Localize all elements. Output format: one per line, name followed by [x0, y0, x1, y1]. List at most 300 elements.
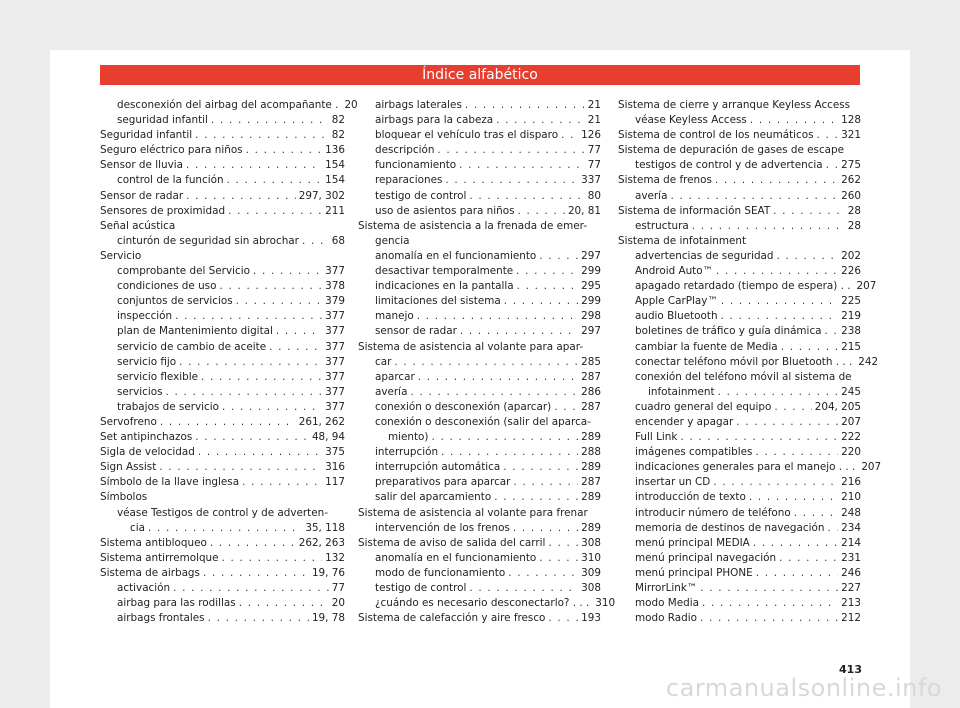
index-entry-page: 299: [581, 265, 601, 278]
index-entry-text: cuadro general del equipo: [635, 400, 772, 413]
index-entry-text: trabajos de servicio: [117, 400, 219, 413]
index-entry-text: indicaciones en la pantalla: [375, 280, 514, 293]
dot-leader: [203, 566, 309, 581]
index-entry: [618, 249, 861, 264]
dot-leader: [227, 173, 323, 188]
index-entry-page: 285: [581, 355, 601, 368]
index-entry-page: 222: [841, 431, 861, 444]
index-entry-text: encender y apagar: [635, 415, 734, 428]
index-entry-text: introducir número de teléfono: [635, 506, 791, 519]
dot-leader: [781, 340, 838, 355]
index-entry-text: Señal acústica: [100, 219, 176, 232]
index-entry: [358, 355, 601, 370]
index-entry-text: Sistema de asistencia a la frenada de emer-: [358, 219, 587, 232]
index-entry-text: salir del aparcamiento: [375, 491, 492, 504]
dot-leader: [548, 536, 578, 551]
index-entry-text: Servofreno: [100, 415, 157, 428]
dot-leader: [774, 400, 811, 415]
index-entry-page: 238: [841, 325, 861, 338]
index-entry-text: Símbolos: [100, 491, 148, 504]
dot-leader: [680, 430, 838, 445]
dot-leader: [494, 490, 578, 505]
index-entry-page: 297: [581, 325, 601, 338]
index-entry-page: 28: [847, 219, 861, 232]
index-entry: [358, 204, 601, 219]
dot-leader: [394, 355, 578, 370]
index-entry-page: 117: [325, 476, 345, 489]
index-entry-page: 126: [581, 129, 601, 142]
index-entry-text: reparaciones: [375, 174, 443, 187]
index-entry: [100, 400, 345, 415]
dot-leader: [222, 551, 323, 566]
index-entry: [358, 596, 616, 611]
index-entry-page: 154: [325, 159, 345, 172]
index-entry-page: 216: [841, 476, 861, 489]
index-entry: [618, 219, 861, 234]
index-entry: [100, 219, 345, 234]
index-entry-text: seguridad infantil: [117, 114, 208, 127]
dot-leader: [513, 475, 578, 490]
index-entry-text: Sistema de control de los neumáticos: [618, 129, 814, 142]
dot-leader: [195, 128, 329, 143]
index-entry-page: 207: [841, 415, 861, 428]
index-entry-text: plan de Mantenimiento digital: [117, 325, 273, 338]
dot-leader: [826, 158, 838, 173]
index-entry-page: 154: [325, 174, 345, 187]
dot-leader: [702, 596, 838, 611]
index-entry: [618, 173, 861, 188]
index-entry-text: indicaciones generales para el manejo . . .: [635, 461, 856, 474]
index-entry-page: 297, 302: [298, 189, 345, 202]
index-entry-text: menú principal PHONE: [635, 566, 753, 579]
index-entry: [100, 536, 345, 551]
index-entry: [100, 521, 345, 536]
index-entry-page: 19, 78: [311, 612, 345, 625]
index-entry-text: Servicio: [100, 249, 142, 262]
index-entry-text: miento): [388, 431, 429, 444]
dot-leader: [437, 143, 584, 158]
dot-leader: [721, 309, 839, 324]
index-entry-page: 289: [581, 491, 601, 504]
index-entry: [618, 460, 882, 475]
index-entry: [358, 506, 601, 521]
index-entry-text: conexión o desconexión (salir del aparca-: [375, 415, 591, 428]
index-entry: [618, 536, 861, 551]
index-entry-page: 231: [841, 551, 861, 564]
dot-leader: [692, 219, 845, 234]
index-entry: [618, 385, 861, 400]
index-entry-page: 21: [587, 99, 601, 111]
index-entry: [100, 460, 345, 475]
index-entry: [100, 415, 345, 430]
dot-leader: [794, 506, 838, 521]
index-entry: [618, 490, 861, 505]
index-entry-page: 309: [581, 566, 601, 579]
index-entry-page: 225: [841, 295, 861, 308]
index-entry-page: 287: [581, 370, 601, 383]
index-entry-page: 28: [847, 204, 861, 217]
index-entry: [358, 143, 601, 158]
index-entry-text: boletines de tráfico y guía dinámica: [635, 325, 822, 338]
index-entry-page: 261, 262: [298, 415, 345, 428]
index-entry: [618, 400, 861, 415]
section-header: Índice alfabético: [100, 65, 860, 85]
index-entry: [618, 340, 861, 355]
index-entry-text: Sigla de velocidad: [100, 446, 195, 459]
index-entry-text: funcionamiento: [375, 159, 457, 172]
index-entry-text: Apple CarPlay™: [635, 295, 718, 308]
index-entry: [100, 249, 345, 264]
dot-leader: [211, 113, 329, 128]
index-entry-text: memoria de destinos de navegación: [635, 521, 825, 534]
index-entry-page: 246: [841, 566, 861, 579]
dot-leader: [753, 536, 838, 551]
index-entry-page: 310: [595, 597, 616, 610]
dot-leader: [773, 204, 845, 219]
index-entry: [618, 355, 879, 370]
index-column-2: [358, 98, 616, 626]
index-entry-text: preparativos para aparcar: [375, 476, 511, 489]
index-entry-text: uso de asientos para niños: [375, 204, 515, 217]
index-entry-text: apagado retardado (tiempo de espera) . .: [635, 280, 851, 293]
dot-leader: [513, 521, 578, 536]
index-entry-page: 35, 118: [305, 521, 345, 534]
dot-leader: [201, 370, 322, 385]
index-entry-text: Sistema de cierre y arranque Keyless Access: [618, 99, 851, 111]
index-entry: [358, 173, 601, 188]
index-entry: [358, 490, 601, 505]
dot-leader: [460, 324, 578, 339]
index-entry-text: conexión o desconexión (aparcar): [375, 400, 552, 413]
index-entry-text: modo Media: [635, 597, 699, 610]
index-entry: [358, 158, 601, 173]
index-entry-page: 20, 81: [567, 204, 601, 217]
dot-leader: [173, 581, 329, 596]
dot-leader: [148, 521, 302, 536]
index-entry-text: advertencias de seguridad: [635, 249, 774, 262]
index-entry: [100, 445, 345, 460]
index-entry: [358, 581, 601, 596]
index-entry: [100, 189, 345, 204]
dot-leader: [417, 309, 578, 324]
index-entry-page: 289: [581, 461, 601, 474]
dot-leader: [779, 551, 838, 566]
index-entry: [358, 113, 601, 128]
index-entry: [618, 596, 861, 611]
index-entry-page: 136: [325, 144, 345, 157]
index-entry-text: desactivar temporalmente: [375, 265, 514, 278]
index-entry: [618, 264, 861, 279]
index-entry-page: 48, 94: [311, 431, 345, 444]
index-entry: [358, 385, 601, 400]
index-entry-page: 242: [858, 355, 879, 368]
index-entry-page: 234: [841, 521, 861, 534]
index-entry-text: activación: [117, 582, 171, 594]
index-entry-page: 226: [841, 265, 861, 278]
index-entry-page: 287: [581, 476, 601, 489]
index-entry-page: 379: [325, 295, 345, 308]
index-entry-text: imágenes compatibles: [635, 446, 753, 459]
dot-leader: [418, 370, 578, 385]
index-entry: [100, 128, 345, 143]
dot-leader: [210, 536, 296, 551]
index-entry-page: 132: [325, 551, 345, 564]
index-entry-text: Sistema de frenos: [618, 174, 712, 187]
index-entry-page: 80: [587, 189, 601, 202]
dot-leader: [159, 460, 322, 475]
dot-leader: [736, 415, 838, 430]
index-entry-text: Sistema de asistencia al volante para apar-: [358, 340, 584, 353]
index-entry: [618, 158, 861, 173]
dot-leader: [219, 279, 322, 294]
index-entry-text: Seguridad infantil: [100, 129, 193, 142]
index-entry-text: estructura: [635, 219, 689, 232]
dot-leader: [718, 385, 839, 400]
dot-leader: [236, 294, 323, 309]
dot-leader: [445, 173, 578, 188]
index-entry: [100, 430, 345, 445]
index-entry-page: 202: [841, 249, 861, 262]
index-entry-text: airbags frontales: [117, 612, 205, 625]
index-entry-page: 297: [581, 249, 601, 262]
index-entry: [358, 370, 601, 385]
index-entry: [100, 355, 345, 370]
index-entry-text: Sensor de radar: [100, 189, 184, 202]
dot-leader: [715, 173, 838, 188]
index-entry-text: interrupción: [375, 446, 439, 459]
index-entry-text: intervención de los frenos: [375, 521, 510, 534]
index-entry: [358, 611, 601, 626]
index-entry: [100, 566, 345, 581]
dot-leader: [700, 581, 838, 596]
dot-leader: [713, 475, 838, 490]
index-entry-text: conexión del teléfono móvil al sistema de: [635, 370, 852, 383]
index-entry: [358, 324, 601, 339]
index-entry-text: avería: [635, 189, 668, 202]
dot-leader: [302, 234, 329, 249]
index-entry-text: comprobante del Servicio: [117, 265, 250, 278]
dot-leader: [755, 445, 838, 460]
index-entry-text: Sistema de airbags: [100, 566, 200, 579]
index-entry-text: bloquear el vehículo tras el disparo: [375, 129, 559, 142]
index-entry-text: menú principal navegación: [635, 551, 777, 564]
dot-leader: [459, 158, 585, 173]
index-entry-text: conectar teléfono móvil por Bluetooth . . .: [635, 355, 853, 368]
index-entry-text: car: [375, 355, 392, 368]
index-entry-page: 275: [841, 159, 861, 172]
index-entry: [618, 566, 861, 581]
dot-leader: [253, 264, 322, 279]
index-entry-text: modo Radio: [635, 612, 697, 625]
dot-leader: [208, 611, 309, 626]
index-entry-text: Símbolo de la llave inglesa: [100, 476, 240, 489]
index-entry-text: cinturón de seguridad sin abrochar: [117, 234, 299, 247]
index-entry: [100, 596, 345, 611]
index-entry: [358, 294, 601, 309]
index-entry-page: 337: [581, 174, 601, 187]
dot-leader: [469, 581, 578, 596]
index-entry: [618, 370, 861, 385]
dot-leader: [825, 324, 839, 339]
dot-leader: [441, 445, 578, 460]
index-entry-text: Android Auto™: [635, 265, 713, 278]
dot-leader: [269, 340, 322, 355]
index-entry-text: sensor de radar: [375, 325, 457, 338]
index-entry-text: menú principal MEDIA: [635, 536, 750, 549]
index-entry: [100, 158, 345, 173]
dot-leader: [817, 128, 839, 143]
index-entry: [100, 113, 345, 128]
index-entry-page: 316: [325, 461, 345, 474]
index-entry: [358, 445, 601, 460]
dot-leader: [186, 158, 322, 173]
index-entry-page: 377: [325, 370, 345, 383]
index-entry: [100, 506, 345, 521]
index-entry-text: limitaciones del sistema: [375, 295, 501, 308]
index-entry: [100, 234, 345, 249]
index-entry: [358, 475, 601, 490]
dot-leader: [508, 566, 578, 581]
index-entry-page: 20: [331, 597, 345, 610]
dot-leader: [175, 309, 322, 324]
index-entry: [358, 400, 601, 415]
index-entry-page: 262: [841, 174, 861, 187]
dot-leader: [179, 355, 322, 370]
index-entry-text: Sistema antirremolque: [100, 551, 219, 564]
index-entry-text: Seguro eléctrico para niños: [100, 144, 243, 157]
dot-leader: [517, 279, 579, 294]
index-entry-page: 375: [325, 446, 345, 459]
index-entry: [100, 490, 345, 505]
index-entry-page: 298: [581, 310, 601, 323]
index-entry: [618, 581, 861, 596]
dot-leader: [469, 189, 584, 204]
dot-leader: [539, 249, 578, 264]
dot-leader: [222, 400, 322, 415]
index-entry-page: 248: [841, 506, 861, 519]
dot-leader: [465, 98, 585, 113]
index-entry: [100, 581, 345, 596]
index-entry-page: 212: [841, 612, 861, 625]
index-entry-text: insertar un CD: [635, 476, 711, 489]
index-entry-text: servicios: [117, 385, 163, 398]
index-entry-page: 288: [581, 446, 601, 459]
index-entry-text: testigo de control: [375, 582, 467, 594]
index-entry-text: descripción: [375, 144, 435, 157]
index-entry-text: Sistema de asistencia al volante para frenar: [358, 506, 588, 519]
index-entry-text: Sensor de lluvia: [100, 159, 183, 172]
index-entry-text: Sistema de infotainment: [618, 234, 747, 247]
index-entry: [358, 249, 601, 264]
index-entry: [100, 340, 345, 355]
index-entry-text: desconexión del airbag del acompañante .: [117, 99, 339, 111]
index-entry-page: 20: [344, 99, 358, 111]
index-column-3: [618, 98, 882, 626]
index-entry-text: anomalía en el funcionamiento: [375, 249, 537, 262]
index-entry: [100, 294, 345, 309]
index-entry: [618, 324, 861, 339]
index-entry-page: 245: [841, 385, 861, 398]
index-entry: [618, 521, 861, 536]
index-entry-page: 204, 205: [814, 400, 861, 413]
index-entry-page: 262, 263: [298, 536, 345, 549]
dot-leader: [516, 264, 578, 279]
index-entry: [100, 204, 345, 219]
dot-leader: [827, 521, 838, 536]
index-entry: [618, 98, 861, 113]
index-entry-page: 378: [325, 280, 345, 293]
dot-leader: [228, 204, 322, 219]
index-entry-page: 82: [331, 114, 345, 127]
index-entry: [618, 309, 861, 324]
index-entry: [358, 566, 601, 581]
index-entry-text: audio Bluetooth: [635, 310, 718, 323]
index-entry-text: modo de funcionamiento: [375, 566, 506, 579]
index-entry: [618, 234, 861, 249]
index-entry-page: 377: [325, 310, 345, 323]
dot-leader: [186, 189, 296, 204]
index-entry-text: Sistema antibloqueo: [100, 536, 207, 549]
index-entry: [100, 98, 358, 113]
index-entry: [618, 475, 861, 490]
dot-leader: [756, 566, 838, 581]
index-entry-text: conjuntos de servicios: [117, 295, 233, 308]
index-entry-text: aparcar: [375, 370, 415, 383]
index-entry-page: 377: [325, 325, 345, 338]
index-entry-page: 214: [841, 536, 861, 549]
dot-leader: [749, 490, 838, 505]
index-entry: [618, 143, 861, 158]
index-entry-page: 299: [581, 295, 601, 308]
dot-leader: [504, 294, 578, 309]
index-entry-text: servicio de cambio de aceite: [117, 340, 267, 353]
index-entry-page: 68: [331, 234, 345, 247]
index-entry: [618, 430, 861, 445]
dot-leader: [246, 143, 323, 158]
index-entry-page: 227: [841, 582, 861, 594]
index-entry-page: 77: [331, 582, 345, 594]
dot-leader: [496, 113, 585, 128]
index-entry: [100, 475, 345, 490]
index-entry: [100, 143, 345, 158]
index-entry-text: Sign Assist: [100, 461, 157, 474]
dot-leader: [239, 596, 329, 611]
index-entry-page: 260: [841, 189, 861, 202]
index-entry-page: 128: [841, 114, 861, 127]
index-entry-text: airbag para las rodillas: [117, 597, 236, 610]
index-entry: [358, 415, 601, 430]
index-entry-page: 377: [325, 355, 345, 368]
index-entry-page: 289: [581, 521, 601, 534]
index-entry: [358, 536, 601, 551]
index-entry: [100, 370, 345, 385]
index-entry: [358, 264, 601, 279]
index-entry: [618, 445, 861, 460]
index-entry: [100, 173, 345, 188]
index-entry-text: testigos de control y de advertencia: [635, 159, 823, 172]
index-entry-page: 211: [325, 204, 345, 217]
dot-leader: [716, 264, 838, 279]
dot-leader: [160, 415, 296, 430]
dot-leader: [276, 324, 322, 339]
page-number: 413: [839, 663, 862, 676]
index-entry-text: Sistema de calefacción y aire fresco: [358, 612, 546, 625]
dot-leader: [242, 475, 322, 490]
dot-leader: [700, 611, 838, 626]
index-entry-page: 308: [581, 536, 601, 549]
index-entry-page: 21: [587, 114, 601, 127]
dot-leader: [554, 400, 578, 415]
